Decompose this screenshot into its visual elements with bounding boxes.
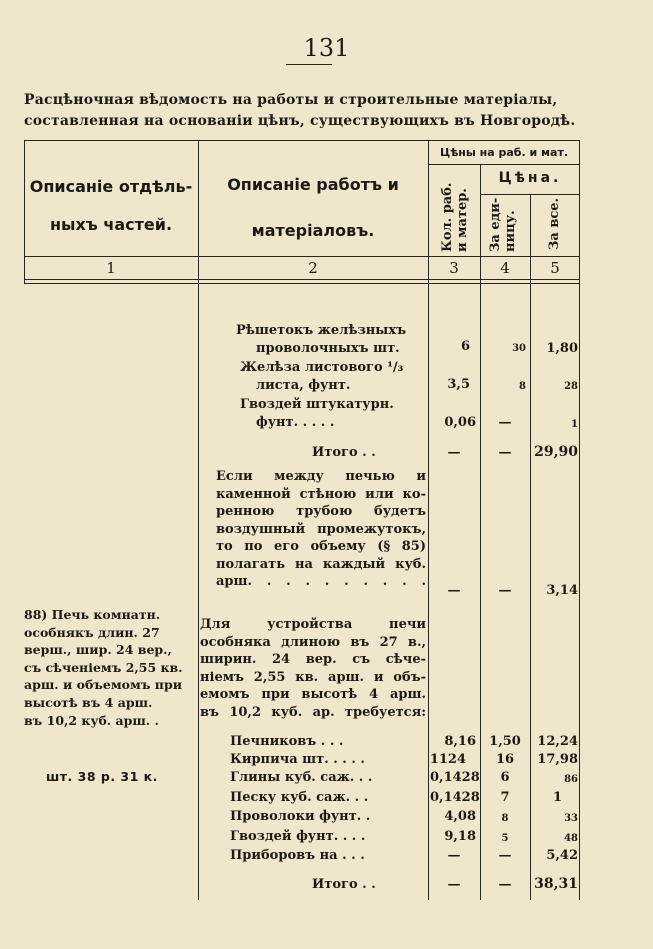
total-value: 86	[564, 774, 578, 785]
table-top-rule	[24, 140, 580, 141]
qty-value: 1124	[429, 752, 466, 767]
subtotal-total: 29,90	[534, 444, 578, 460]
header-col2: Описаніе работъ и матеріаловъ.	[227, 175, 399, 240]
header-col1: Описаніе отдѣль- ныхъ частей.	[29, 177, 193, 234]
qty-value: 9,18	[444, 829, 476, 844]
item-name: Песку куб. саж. . .	[230, 790, 369, 805]
prices-group-rule	[428, 164, 580, 165]
col-number-2: 2	[308, 259, 318, 277]
item-text: фунт. . . . .	[256, 415, 335, 430]
subtotal-label: Итого . .	[312, 877, 376, 892]
qty-value: 3,5	[447, 377, 470, 392]
item-name: Глины куб. саж. . .	[230, 770, 373, 785]
total-value: 17,98	[537, 752, 578, 767]
subtotal-unit: —	[498, 877, 512, 892]
unit-price-value: 8	[501, 813, 509, 824]
header-col3: Кол. раб. и матер.	[440, 182, 470, 252]
page-number-rule	[286, 64, 332, 65]
header-prices-group: Цѣны на раб. и мат.	[439, 146, 569, 159]
qty-value: —	[447, 848, 461, 863]
col-number-4: 4	[500, 259, 510, 277]
section88-price: шт. 38 р. 31 к.	[46, 769, 158, 784]
col-number-5: 5	[550, 259, 560, 277]
unit-price-value: 30	[512, 343, 526, 354]
unit-price-value: 8	[519, 381, 526, 392]
unit-price-value: 1,50	[489, 734, 521, 749]
col-number-3: 3	[449, 259, 459, 277]
unit-price-value: —	[498, 848, 512, 863]
header-bottom-rule	[24, 256, 580, 257]
table-title	[24, 90, 594, 132]
total-value: 33	[564, 813, 578, 824]
unit-price-value: 7	[500, 790, 510, 805]
section88-description: 88) Печь комнатн. особнякъ длин. 27 верш., шир. 24 вер., съ сѣченіемъ 2,55 кв. арш. и объемомъ при высотѣ въ 4 арш. въ 10,2 куб. арш. .	[24, 607, 183, 728]
col3-rule	[480, 164, 481, 900]
item-name: Проволоки фунт. .	[230, 809, 371, 824]
colnum-bottom-rule-2	[24, 283, 580, 284]
page-number: 131	[303, 34, 350, 62]
qty-value: 0,1428	[430, 770, 480, 785]
total-value: 1	[571, 419, 578, 430]
title-line-2: составленная на основаніи цѣнъ, существующихъ въ Новгородѣ.	[24, 113, 576, 129]
title-line-1: Расцѣночная вѣдомость на работы и строительные матеріалы,	[24, 92, 558, 108]
item-name: Приборовъ на . . .	[230, 848, 365, 863]
total-value: 28	[564, 381, 578, 392]
subtotal-qty: —	[447, 877, 461, 892]
subtotal-label: Итого . .	[312, 445, 376, 460]
unit-price-value: —	[498, 415, 512, 430]
item-text: проволочныхъ шт.	[256, 341, 400, 356]
note-text: Если между печью и каменной стѣною или ко- ренною трубою будетъ воздушный промежутокъ, то по его объему (§ 85) полагать на каждый куб. арш. . . . . . . . . .	[216, 469, 426, 589]
item-text: Рѣшетокъ желѣзныхъ	[236, 323, 407, 338]
col1-rule	[198, 140, 199, 900]
qty-value: 6	[460, 339, 470, 354]
note-unit: —	[498, 583, 512, 598]
item-name: Гвоздей фунт. . . .	[230, 829, 366, 844]
table-right-rule	[579, 140, 580, 900]
unit-price-value: 5	[501, 833, 509, 844]
subtotal-total: 38,31	[534, 876, 578, 892]
total-value: 5,42	[546, 848, 578, 863]
total-value: 48	[564, 833, 578, 844]
header-col5: За все.	[547, 197, 562, 250]
total-value: 12,24	[537, 734, 578, 749]
item-name: Кирпича шт. . . . .	[230, 752, 365, 767]
unit-price-value: 6	[500, 770, 510, 785]
col2-rule	[428, 140, 429, 900]
subtotal-qty: —	[447, 445, 461, 460]
item-text: Желѣза листового ¹/₃	[240, 360, 404, 375]
item-name: Печниковъ . . .	[230, 734, 344, 749]
header-price-subgroup: Цѣна.	[498, 170, 562, 186]
note-qty: —	[447, 583, 461, 598]
unit-price-value: 16	[495, 752, 515, 767]
total-value: 1	[552, 790, 562, 805]
note-total: 3,14	[546, 583, 578, 598]
qty-value: 0,1428	[430, 790, 480, 805]
subtotal-unit: —	[498, 445, 512, 460]
item-text: Гвоздей штукатурн.	[240, 397, 394, 412]
header-col4: За еди- ницу.	[488, 197, 518, 252]
col-number-1: 1	[106, 259, 116, 277]
item-text: листа, фунт.	[256, 378, 351, 393]
col4-rule	[530, 194, 531, 900]
colnum-bottom-rule	[24, 279, 580, 280]
total-value: 1,80	[546, 341, 578, 356]
qty-value: 8,16	[444, 734, 476, 749]
table-left-rule	[24, 140, 25, 284]
section88-work-description: Для устройства печи особняка длиною въ 27 в., ширин. 24 вер. съ сѣче- ніемъ 2,55 кв. арш. и объ- емомъ при высотѣ 4 арш. въ 10,2 куб. ар. требуется:	[200, 617, 426, 720]
qty-value: 4,08	[444, 809, 476, 824]
qty-value: 0,06	[444, 415, 476, 430]
